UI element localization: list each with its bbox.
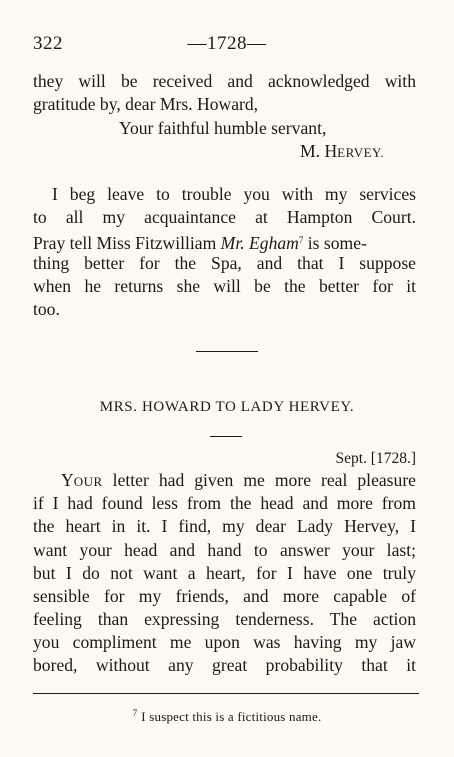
body-line: gratitude by, dear Mrs. Howard,	[33, 94, 259, 114]
letter-text: letter had given me more real pleasure	[102, 470, 416, 490]
letter-line: the heart in it. I find, my dear Lady Hervey, I	[33, 516, 416, 536]
footnote-text: I suspect this is a fictitious name.	[141, 709, 322, 724]
signature-small-caps: ERVEY.	[337, 145, 385, 160]
letter-line: if I had found less from the head and more from	[33, 493, 416, 513]
postscript-line: when he returns she will be the better for it	[33, 276, 416, 296]
postscript-line: I beg leave to trouble you with my services	[52, 184, 416, 204]
postscript-line: to all my acquaintance at Hampton Court.	[33, 207, 416, 227]
letter-line: want your head and hand to answer your last;	[33, 540, 416, 560]
postscript-text-tail: is some-	[303, 233, 367, 253]
heading-short-rule	[210, 436, 242, 437]
footnote-marker: 7	[132, 708, 138, 718]
opening-capital: Y	[61, 470, 74, 490]
footnote-reference: 7	[298, 235, 304, 245]
footnote	[0, 708, 454, 725]
letter-line: feeling than expressing tenderness. The action	[33, 609, 416, 629]
opening-small-caps: OUR	[73, 474, 103, 489]
postscript-line: too.	[33, 299, 60, 319]
letter-line: sensible for my friends, and more capable of	[33, 586, 416, 606]
section-divider	[196, 351, 258, 352]
footnote-rule	[33, 693, 419, 694]
postscript-line-with-note	[33, 229, 416, 254]
running-head: —1728—	[187, 33, 267, 54]
signature	[300, 140, 384, 164]
italic-name: Mr. Egham	[220, 233, 299, 253]
postscript-line: thing better for the Spa, and that I suppose	[33, 253, 416, 273]
page-number: 322	[33, 33, 63, 54]
letter-line: you compliment me upon was having my jaw	[33, 632, 416, 652]
closing-line: Your faithful humble servant,	[119, 118, 327, 138]
postscript-text: Pray tell Miss Fitzwilliam	[33, 233, 221, 253]
signature-initial: M. H	[300, 141, 338, 161]
letter-line: but I do not want a heart, for I have one truly	[33, 563, 416, 583]
body-line: they will be received and acknowledged with	[33, 71, 416, 91]
letter-date: Sept. [1728.]	[335, 450, 416, 467]
letter-heading: MRS. HOWARD TO LADY HERVEY.	[99, 399, 355, 415]
letter-line: bored, without any great probability that it	[33, 655, 416, 675]
letter-line	[61, 469, 416, 493]
